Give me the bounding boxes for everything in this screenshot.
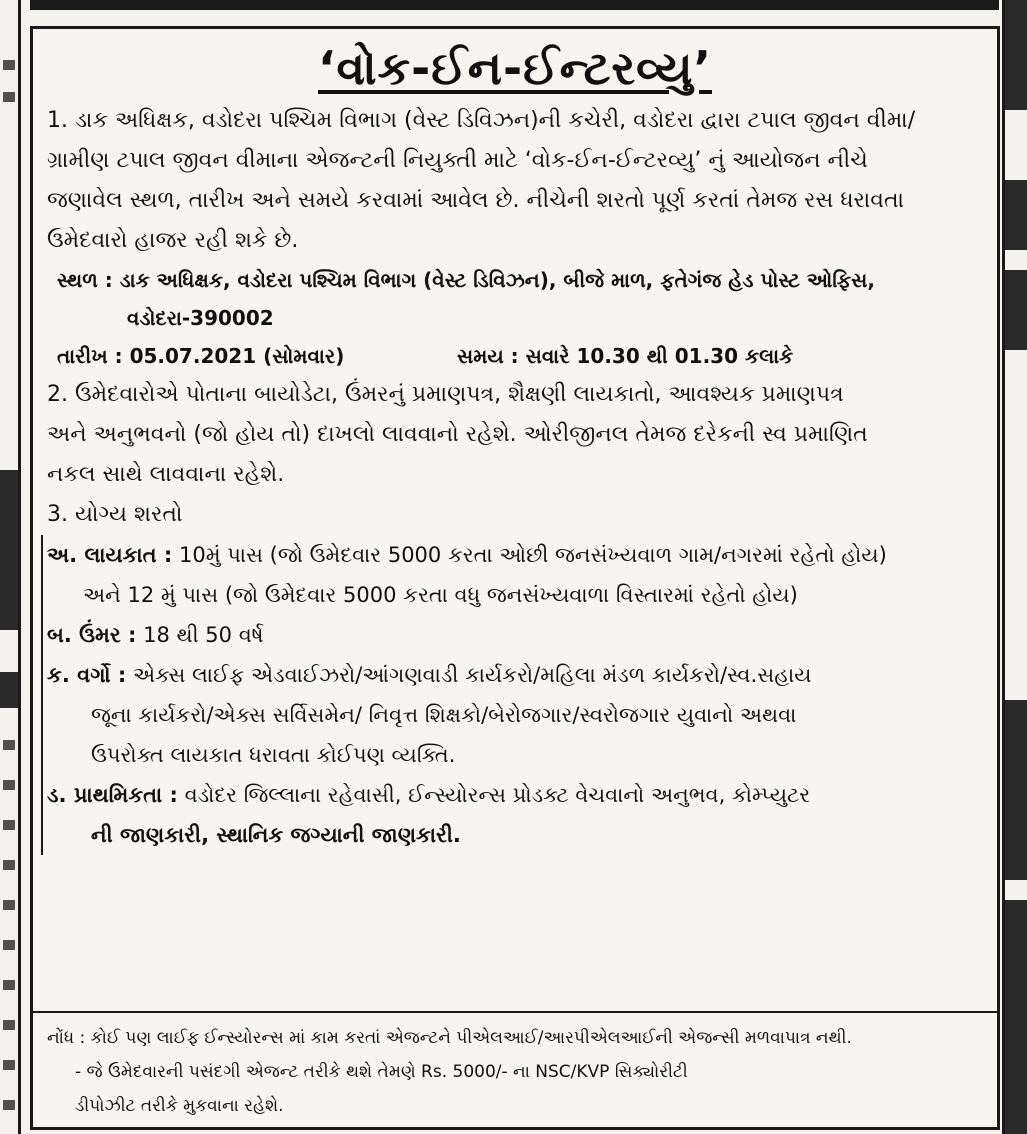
- adjacent-block: [1005, 0, 1027, 110]
- adjacent-block: [1005, 180, 1027, 250]
- qualification-text: 10મું પાસ (જો ઉમેદવાર 5000 કરતા ઓછી જનસંખ્યવાળ ગામ/નગરમાં રહેતો હોય): [178, 543, 887, 567]
- priority-label: ડ. પ્રાથમિકતા :: [47, 783, 178, 807]
- note-line: નોંધ : કોઈ પણ લાઈફ ઈન્સ્યોરન્સ માં કામ કરતાં એજન્ટને પીએલઆઈ/આરપીએલઆઈની એજન્સી મળવાપાત્ર નથી.: [47, 1028, 852, 1048]
- conditions-heading: 3. યોગ્ય શરતો: [47, 502, 183, 527]
- adjacent-glyph: [3, 780, 15, 790]
- adjacent-glyph: [3, 940, 15, 950]
- age-item: [41, 615, 977, 655]
- category-text: ઉપરોક્ત લાયકાત ધરાવતા કોઈપણ વ્યક્તિ.: [91, 743, 456, 767]
- adjacent-block: [0, 672, 18, 708]
- notice-title: [33, 41, 997, 97]
- interview-date: તારીખ : 05.07.2021 (સોમવાર): [57, 344, 345, 368]
- intro-line: ગ્રામીણ ટપાલ જીવન વીમાના એજન્ટની નિયુક્તી માટે ‘વોક-ઈન-ઈન્ટરવ્યુ’ નું આયોજન નીચે: [47, 148, 868, 173]
- note-line: ડીપોઝીટ તરીકે મુકવાના રહેશે.: [75, 1096, 284, 1116]
- note-box: [33, 1011, 997, 1127]
- documents-line: અને અનુભવનો (જો હોય તો) દાખલો લાવવાનો રહેશે. ઓરીજીનલ તેમજ દરેકની સ્વ પ્રમાણિત: [47, 422, 868, 447]
- adjacent-column-left: [0, 0, 21, 1134]
- adjacent-glyph: [3, 1060, 15, 1070]
- walk-in-interview-notice: [30, 26, 1000, 1130]
- adjacent-column-right: [1002, 0, 1027, 1134]
- adjacent-glyph: [3, 820, 15, 830]
- category-item: [41, 655, 977, 775]
- venue-city: વડોદરા-390002: [127, 306, 274, 330]
- age-label: બ. ઉંમર :: [47, 623, 137, 647]
- venue-line: સ્થળ : ડાક અધિક્ષક, વડોદરા પશ્ચિમ વિભાગ (વેસ્ટ ડિવિઝન), બીજે માળ, ફતેગંજ હેડ પોસ્ટ ઓફિસ,: [57, 268, 875, 292]
- adjacent-glyph: [3, 1020, 15, 1030]
- priority-text: વડોદર જિલ્લાના રહેવાસી, ઈન્સ્યોરન્સ પ્રોડક્ટ વેચવાનો અનુભવ, કોમ્પ્યુટર: [184, 783, 811, 807]
- notice-body: [33, 101, 997, 855]
- adjacent-block: [1005, 700, 1027, 880]
- adjacent-block: [1005, 900, 1027, 1134]
- category-label: ક. વર્ગો :: [47, 663, 127, 687]
- title-text: ‘વોક-ઈન-ઈન્ટરવ્યુ’: [318, 41, 712, 95]
- documents-line: નકલ સાથે લાવવાના રહેશે.: [47, 462, 285, 487]
- date-time-row: [57, 337, 977, 375]
- adjacent-glyph: [3, 1100, 15, 1110]
- category-text: જૂના કાર્યકરો/એક્સ સર્વિસમેન/ નિવૃત્ત શિક્ષકો/બેરોજગાર/સ્વરોજગાર યુવાનો અથવા: [91, 703, 797, 727]
- intro-line: જણાવેલ સ્થળ, તારીખ અને સમયે કરવામાં આવેલ છે. નીચેની શરતો પૂર્ણ કરતાં તેમજ રસ ધરાવતા: [47, 188, 904, 213]
- qualification-label: અ. લાયકાત :: [47, 543, 173, 567]
- intro-line: ઉમેદવારો હાજર રહી શકે છે.: [47, 228, 299, 253]
- qualification-item: [41, 535, 977, 615]
- adjacent-glyph: [3, 740, 15, 750]
- age-value: 18 થી 50 વર્ષ: [143, 623, 264, 647]
- priority-item: [41, 775, 977, 855]
- adjacent-glyph: [3, 900, 15, 910]
- intro-line: 1. ડાક અધિક્ષક, વડોદરા પશ્ચિમ વિભાગ (વેસ્ટ ડિવિઝન)ની કચેરી, વડોદરા દ્વારા ટપાલ જીવન વીમા/: [47, 108, 916, 133]
- adjacent-glyph: [3, 60, 15, 70]
- adjacent-block: [0, 470, 18, 630]
- priority-text: ની જાણકારી, સ્થાનિક જગ્યાની જાણકારી.: [91, 823, 461, 847]
- qualification-text: અને 12 મું પાસ (જો ઉમેદવાર 5000 કરતા વધુ જનસંખ્યવાળા વિસ્તારમાં રહેતો હોય): [83, 583, 798, 607]
- interview-time: સમય : સવારે 10.30 થી 01.30 કલાકે: [457, 344, 794, 368]
- note-line: - જે ઉમેદવારની પસંદગી એજન્ટ તરીકે થશે તેમણે Rs. 5000/- ના NSC/KVP સિક્યોરીટી: [75, 1062, 688, 1082]
- documents-line: 2. ઉમેદવારોએ પોતાના બાયોડેટા, ઉંમરનું પ્રમાણપત્ર, શૈક્ષણી લાયકાતો, આવશ્યક પ્રમાણપત્ર: [47, 382, 844, 407]
- adjacent-glyph: [3, 92, 15, 102]
- adjacent-block: [1005, 270, 1027, 350]
- category-text: એક્સ લાઈફ એડવાઈઝરો/આંગણવાડી કાર્યકરો/મહિલા મંડળ કાર્યકરો/સ્વ.સહાય: [132, 663, 812, 687]
- adjacent-glyph: [3, 980, 15, 990]
- top-rule: [30, 0, 999, 10]
- adjacent-glyph: [3, 860, 15, 870]
